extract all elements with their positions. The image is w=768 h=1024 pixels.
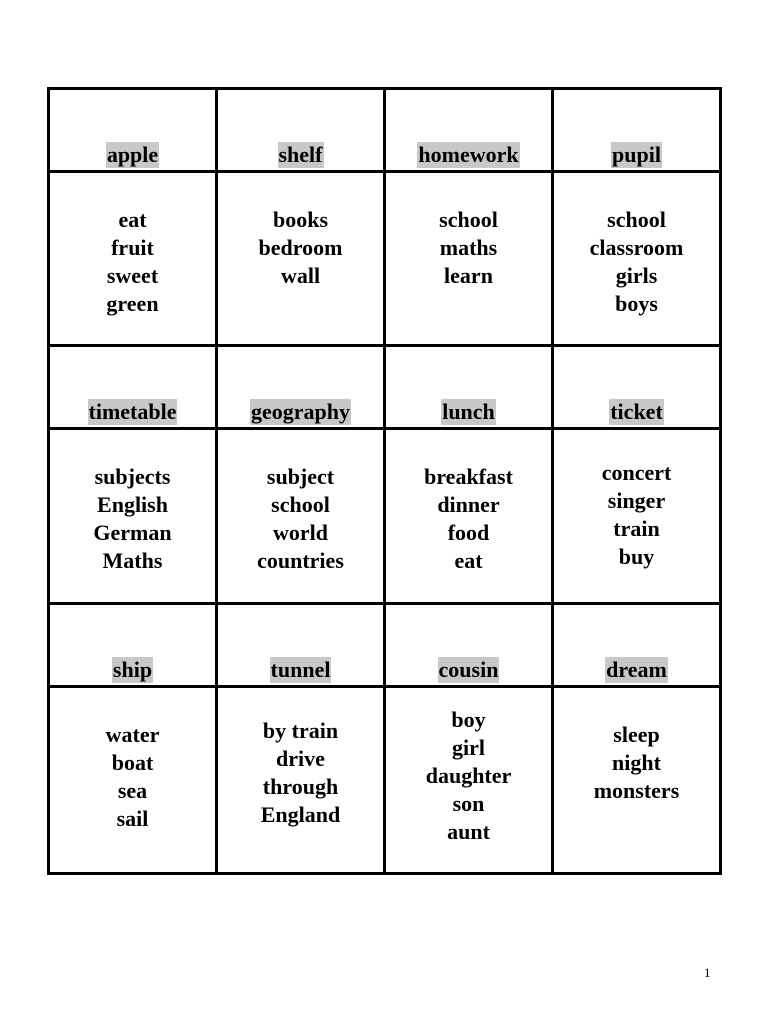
card-word: school [607,207,666,232]
card-word: maths [439,235,498,260]
word-card-dream [554,605,722,875]
card-word-list [50,430,215,601]
word-card-apple [50,90,218,347]
card-word-list [554,173,719,344]
card-word: night [612,749,661,775]
card-title: lunch [442,399,495,425]
card-title-area [386,605,551,688]
card-word: subject [266,464,335,490]
word-card-pupil [554,90,722,347]
card-word: green [106,291,159,316]
card-title-area [386,347,551,430]
card-word: monsters [593,777,680,803]
card-title: cousin [438,656,499,682]
card-word: boat [111,749,154,775]
card-word-list [218,173,383,344]
card-title-area [218,90,383,173]
card-word-list [50,688,215,872]
word-card-ticket [554,347,722,604]
card-word: Maths [102,548,163,574]
card-word: girl [452,734,485,760]
card-word: classroom [589,235,684,260]
card-title-area [386,90,551,173]
card-word-list [218,688,383,872]
card-word: girls [615,263,658,288]
card-word: concert [601,460,672,486]
word-card-geography [218,347,386,604]
card-title-area [50,605,215,688]
card-word: eat [118,207,147,232]
card-word: son [452,790,485,816]
card-title-area [218,605,383,688]
page-number: 1 [704,965,711,980]
card-title: dream [606,656,667,682]
card-word: sea [117,777,148,803]
card-word: breakfast [424,464,513,490]
word-card-homework [386,90,554,347]
card-word: sleep [613,721,660,747]
card-title: homework [418,142,519,167]
card-word: subjects [94,464,171,490]
card-word: daughter [425,762,512,788]
card-title: apple [106,142,159,167]
card-word: boy [451,706,486,732]
word-card-ship [50,605,218,875]
card-word: buy [618,544,655,570]
card-word: books [272,207,329,232]
card-word: food [447,520,490,546]
card-word: English [97,492,168,518]
card-word: water [105,721,160,747]
word-card-lunch [386,347,554,604]
card-word: German [93,520,172,546]
word-card-cousin [386,605,554,875]
word-card-tunnel [218,605,386,875]
card-word: bedroom [258,235,343,260]
card-title: ticket [610,399,663,425]
card-word: school [271,492,330,518]
card-word: fruit [111,235,154,260]
card-word: dinner [437,492,500,518]
card-word: drive [276,745,325,771]
card-title-area [218,347,383,430]
card-title-area [554,347,719,430]
card-title-area [554,605,719,688]
card-word-list [218,430,383,601]
card-word: England [260,801,341,827]
card-title-area [554,90,719,173]
card-word: boys [615,291,658,316]
card-word: singer [607,488,666,514]
card-title: shelf [278,142,323,167]
card-title: pupil [612,142,661,167]
card-title-area [50,347,215,430]
card-word: learn [444,263,493,288]
card-word: eat [454,548,483,574]
card-word-list [386,688,551,872]
card-word: through [262,773,339,799]
card-word: countries [257,548,344,574]
card-title: geography [251,399,350,425]
card-title: ship [112,656,153,682]
card-word: sweet [106,263,159,288]
card-word-list [386,173,551,344]
card-word: by train [262,717,339,743]
card-title-area [50,90,215,173]
word-card-grid [47,87,722,875]
card-word-list [386,430,551,601]
card-word-list [50,173,215,344]
card-title: timetable [88,399,177,425]
word-card-shelf [218,90,386,347]
card-word: aunt [447,818,490,844]
word-card-timetable [50,347,218,604]
card-word: sail [116,805,149,831]
card-word: train [613,516,660,542]
card-word: world [273,520,328,546]
card-word: wall [280,263,321,288]
card-word: school [439,207,498,232]
card-title: tunnel [270,656,331,682]
card-word-list [554,430,719,601]
card-word-list [554,688,719,872]
